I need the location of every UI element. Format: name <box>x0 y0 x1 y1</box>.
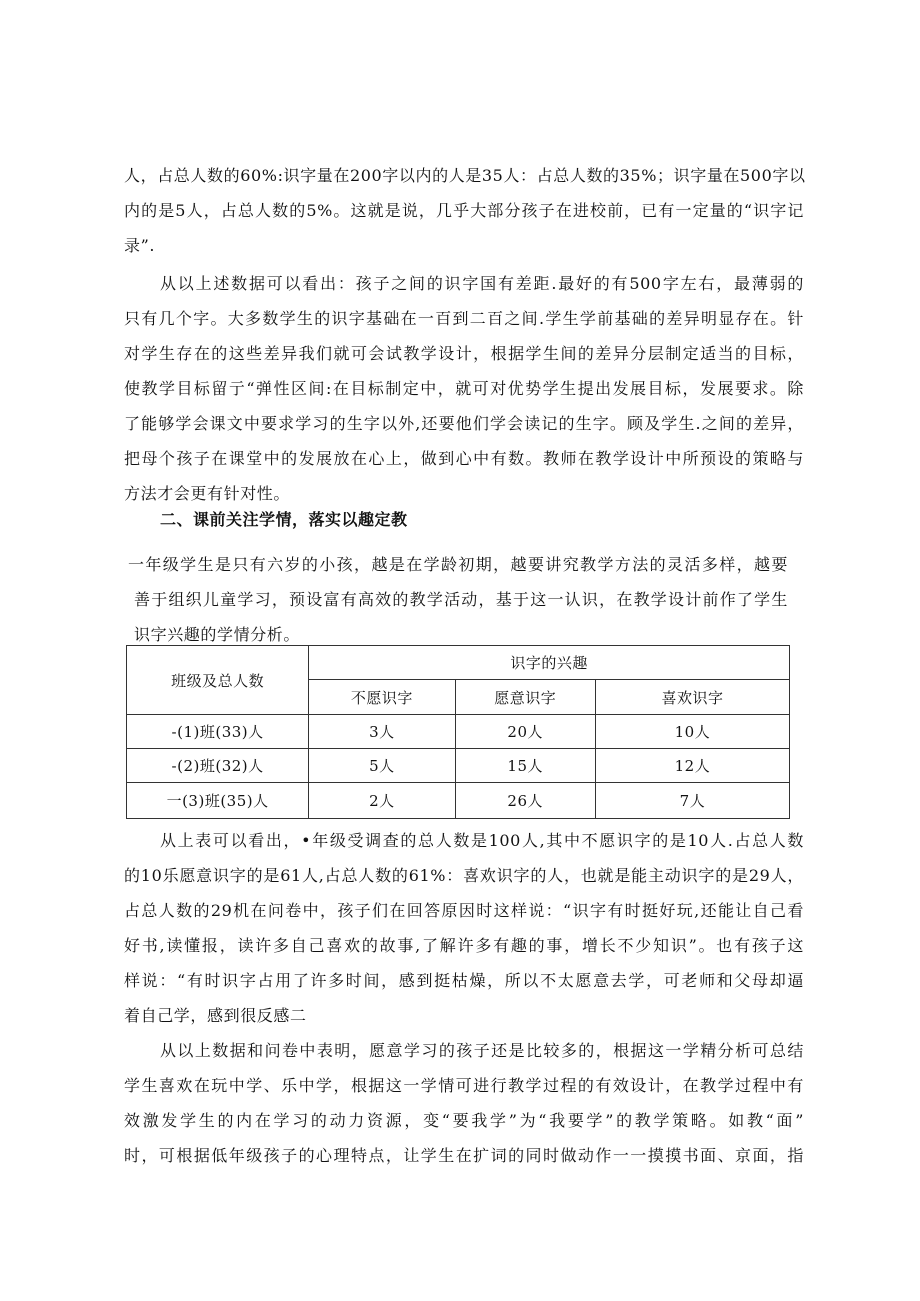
interest-group-header: 识字的兴趣 <box>309 646 790 680</box>
text-line: 占总人数的29机在问卷中，孩子们在回答原因时这样说：“识字有时挺好玩,还能让自己看 <box>124 901 804 920</box>
paragraph-3 <box>128 547 788 652</box>
value-cell: 26人 <box>455 783 595 819</box>
text-line: 了能够学会课文中要求学习的生字以外,还要他们学会读记的生字。顾及学生.之间的差异， <box>124 414 804 433</box>
table-row <box>127 715 790 749</box>
table-row <box>127 783 790 819</box>
section-heading: 二、课前关注学情，落实以趣定教 <box>160 510 408 529</box>
class-cell: 一(3)班(35)人 <box>127 783 309 819</box>
text-line: 录”. <box>124 236 156 255</box>
paragraph-2 <box>124 266 804 511</box>
value-cell: 3人 <box>309 715 455 749</box>
text-line: 时，可根据低年级孩子的心理特点，让学生在扩词的同时做动作一一摸摸书面、京面，指 <box>124 1146 804 1165</box>
text-line: 从以上数据和问卷中表明，愿意学习的孩子还是比较多的，根据这一学精分析可总结 <box>160 1041 804 1060</box>
paragraph-1 <box>124 158 804 263</box>
class-cell: -(2)班(32)人 <box>127 749 309 783</box>
text-line: 识字兴趣的学情分析。 <box>134 625 301 644</box>
text-line: 好书,读懂报，读许多自己喜欢的故事,了解许多有趣的事，增长不少知识”。也有孩子这 <box>124 936 804 955</box>
value-cell: 2人 <box>309 783 455 819</box>
paragraph-4 <box>124 823 804 1033</box>
text-line: 只有几个字。大多数学生的识字基础在一百到二百之间.学生学前基础的差异明显存在。针 <box>124 309 804 328</box>
text-line: 从上表可以看出，•年级受调查的总人数是100人,其中不愿识字的是10人.占总人数 <box>160 831 804 850</box>
text-line: 学生喜欢在玩中学、乐中学，根据这一学情可进行教学过程的有效设计，在教学过程中有 <box>124 1076 804 1095</box>
value-cell: 7人 <box>595 783 789 819</box>
column-header-willing: 愿意识字 <box>455 680 595 715</box>
text-line: 从以上述数据可以看出：孩子之间的识字国有差距.最好的有500字左右，最薄弱的 <box>160 274 804 293</box>
text-line: 对学生存在的这些差异我们就可会试教学设计，根据学生间的差异分层制定适当的目标， <box>124 344 804 363</box>
value-cell: 20人 <box>455 715 595 749</box>
value-cell: 5人 <box>309 749 455 783</box>
value-cell: 12人 <box>595 749 789 783</box>
text-line: 效激发学生的内在学习的动力资源，变“要我学”为“我要学”的教学策略。如教“面” <box>124 1111 804 1130</box>
column-header-unwilling: 不愿识字 <box>309 680 455 715</box>
class-cell: -(1)班(33)人 <box>127 715 309 749</box>
class-header: 班级及总人数 <box>127 646 309 715</box>
table-row <box>127 749 790 783</box>
text-line: 人，占总人数的60%:识字量在200字以内的人是35人：占总人数的35%；识字量在500字以 <box>124 166 806 185</box>
interest-survey-table <box>126 645 790 819</box>
text-line: 着自己学，感到很反感二 <box>124 1006 307 1025</box>
column-header-like: 喜欢识字 <box>595 680 789 715</box>
text-line: 善于组织儿童学习，预设富有高效的教学活动，基于这一认识，在教学设计前作了学生 <box>134 590 788 609</box>
text-line: 把母个孩子在课堂中的发展放在心上，做到心中有数。教师在教学设计中所预设的策略与 <box>124 449 804 468</box>
text-line: 方法才会更有针对性。 <box>124 484 291 503</box>
paragraph-5 <box>124 1033 804 1173</box>
text-line: 一年级学生是只有六岁的小孩，越是在学龄初期，越要讲究教学方法的灵活多样，越要 <box>128 555 788 574</box>
text-line: 使教学目标留亍“弹性区间:在目标制定中，就可对优势学生提出发展目标，发展要求。除 <box>124 379 804 398</box>
text-line: 内的是5人，占总人数的5%。这就是说，几乎大部分孩子在进校前，已有一定量的“识字记 <box>124 201 804 220</box>
value-cell: 10人 <box>595 715 789 749</box>
text-line: 的10乐愿意识字的是61人,占总人数的61%：喜欢识字的人，也就是能主动识字的是29人， <box>124 866 804 885</box>
value-cell: 15人 <box>455 749 595 783</box>
text-line: 样说：“有时识字占用了许多时间，感到挺枯燥，所以不太愿意去学，可老师和父母却逼 <box>124 971 804 990</box>
